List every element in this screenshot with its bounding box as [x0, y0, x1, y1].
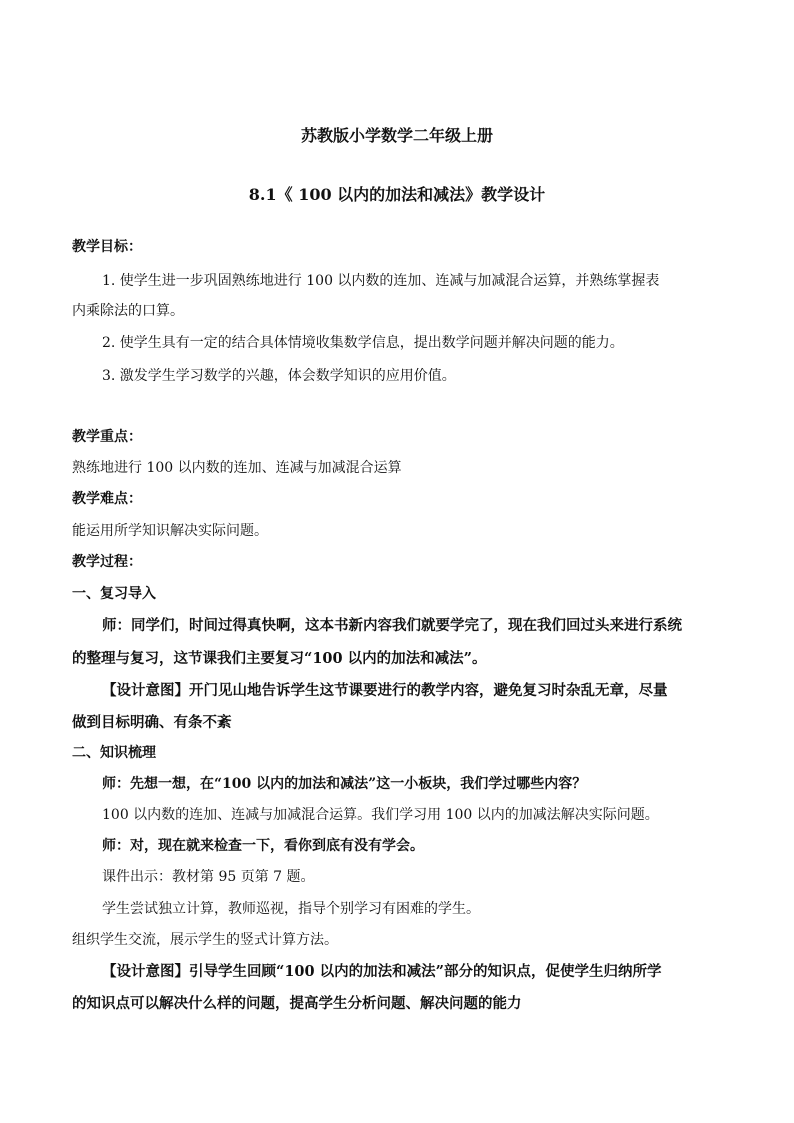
section-1-para-1-line-1: 师：同学们，时间过得真快啊，这本书新内容我们就要学完了，现在我们回过头来进行系统: [102, 617, 682, 634]
section-1-para-1-line-2: 的整理与复习，这节课我们主要复习“100 以内的加法和减法”。: [72, 650, 487, 667]
section-2-teacher-question: 师：先想一想，在“100 以内的加法和减法”这一小板块，我们学过哪些内容？: [102, 776, 587, 792]
doc-title-lesson: 8.1《 100 以内的加法和减法》教学设计: [248, 185, 546, 204]
key-text: 熟练地进行 100 以内数的连加、连减与加减混合运算: [72, 460, 402, 476]
process-heading: 教学过程：: [72, 554, 142, 570]
goal-3: 3. 激发学生学习数学的兴趣，体会数学知识的应用价值。: [102, 368, 456, 384]
section-1-design-line-1: 【设计意图】开门见山地告诉学生这节课要进行的教学内容，避免复习时杂乱无章，尽量: [102, 682, 668, 699]
section-2-design-line-1: 【设计意图】引导学生回顾“100 以内的加法和减法”部分的知识点，促使学生归纳所学: [102, 963, 662, 980]
section-2-student-try: 学生尝试独立计算，教师巡视，指导个别学习有困难的学生。: [102, 901, 480, 917]
section-1-heading: 一、复习导入: [72, 586, 156, 602]
section-2-answer: 100 以内数的连加、连减与加减混合运算。我们学习用 100 以内的加减法解决实际问题。: [102, 807, 659, 823]
section-2-heading: 二、知识梳理: [72, 745, 156, 761]
doc-title-textbook: 苏教版小学数学二年级上册: [300, 126, 493, 145]
key-heading: 教学重点：: [72, 429, 142, 445]
section-1-design-line-2: 做到目标明确、有条不紊: [72, 714, 232, 731]
section-2-organize: 组织学生交流，展示学生的竖式计算方法。: [72, 932, 338, 948]
goal-1-line-1: 1. 使学生进一步巩固熟练地进行 100 以内数的连加、连减与加减混合运算，并熟练掌握表: [102, 273, 660, 289]
difficulty-heading: 教学难点：: [72, 491, 142, 507]
goal-1-line-2: 内乘除法的口算。: [72, 303, 184, 319]
section-2-teacher-check: 师：对，现在就来检查一下，看你到底有没有学会。: [102, 838, 424, 854]
goals-heading: 教学目标：: [72, 239, 142, 255]
difficulty-text: 能运用所学知识解决实际问题。: [72, 523, 268, 539]
section-2-design-line-2: 的知识点可以解决什么样的问题，提高学生分析问题、解决问题的能力: [72, 995, 522, 1012]
section-2-courseware: 课件出示：教材第 95 页第 7 题。: [102, 869, 315, 885]
goal-2: 2. 使学生具有一定的结合具体情境收集数学信息，提出数学问题并解决问题的能力。: [102, 335, 624, 351]
